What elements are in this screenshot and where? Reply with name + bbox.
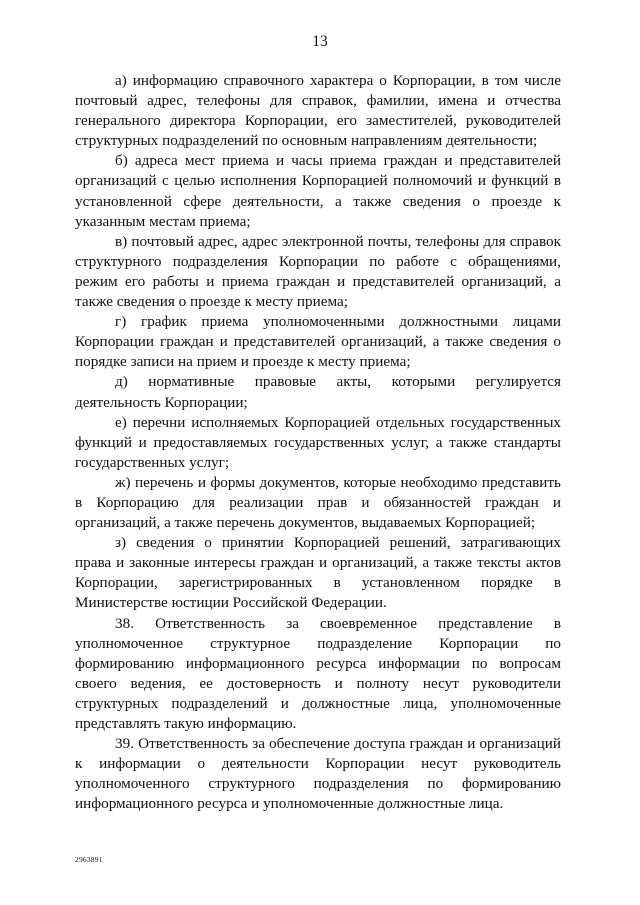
paragraph-g: г) график приема уполномоченными должностными лицами Корпорации граждан и представителей организаций, а также сведения о порядке записи на прием и проезде к месту приема; bbox=[75, 313, 561, 371]
page-number: 13 bbox=[312, 33, 328, 50]
paragraph-v: в) почтовый адрес, адрес электронной почты, телефоны для справок структурного подразделения Корпорации по работе с обращениями, режим его работы и приема граждан и представителей организаций, а также сведения о проезде к месту приема; bbox=[75, 232, 561, 311]
document-id: 2963891 bbox=[75, 855, 103, 864]
paragraph-a: а) информацию справочного характера о Корпорации, в том числе почтовый адрес, телефоны для справок, фамилии, имена и отчества генерального директора Корпорации, его заместителей, руководителей структурных подразделений по основным направлениям деятельности; bbox=[75, 72, 561, 150]
paragraph-38: 38. Ответственность за своевременное представление в уполномоченное структурное подразделение Корпорации по формированию информационного ресурса информации по вопросам своего ведения, ее достоверность и полноту несут руководители структурных подразделений и должностные лица, уполномоченные представлять такую информацию. bbox=[75, 614, 561, 732]
paragraph-b: б) адреса мест приема и часы приема граждан и представителей организаций с целью исполнения Корпорацией полномочий и функций в установленной сфере деятельности, а также сведения о проезде к указанным местам приема; bbox=[75, 152, 561, 230]
paragraph-39: 39. Ответственность за обеспечение доступа граждан и организаций к информации о деятельности Корпорации несут руководитель уполномоченного структурного подразделения по формированию информационного ресурса и уполномоченные должностные лица. bbox=[75, 735, 561, 813]
document-body bbox=[75, 71, 561, 814]
paragraph-zh: ж) перечень и формы документов, которые необходимо представить в Корпорацию для реализации прав и обязанностей граждан и организаций, а также перечень документов, выдаваемых Корпорацией; bbox=[75, 473, 561, 532]
paragraph-d: д) нормативные правовые акты, которыми регулируется деятельность Корпорации; bbox=[75, 373, 561, 411]
paragraph-e: е) перечни исполняемых Корпорацией отдельных государственных функций и предоставляемых государственных услуг, а также стандарты государственных услуг; bbox=[75, 413, 561, 471]
paragraph-z: з) сведения о принятии Корпорацией решений, затрагивающих права и законные интересы граждан и организаций, а также тексты актов Корпорации, зарегистрированных в установленном порядке в Министерстве юстиции Российской Федерации. bbox=[75, 534, 561, 612]
